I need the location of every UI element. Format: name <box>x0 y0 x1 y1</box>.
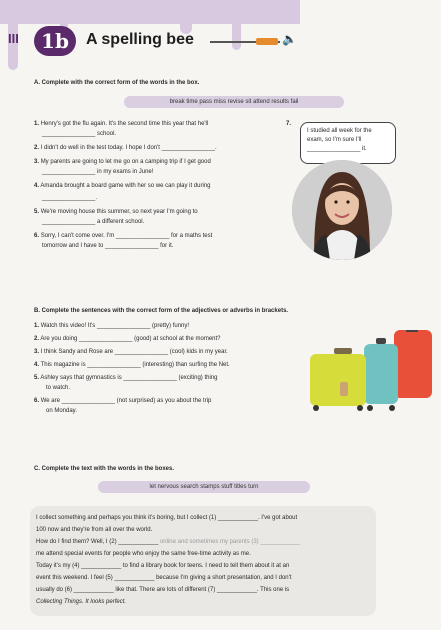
answer-line[interactable]: ________________. <box>42 195 98 201</box>
list-item: 1. Henry's got the flu again. It's the second time this year that he'll <box>34 121 209 127</box>
list-item: 4. This magazine is ________________ (interesting) than surfing the Net. <box>34 362 230 368</box>
bubble-line: I studied all week for the <box>307 128 372 134</box>
list-item: 6. We are ________________ (not surprised) as you about the trip <box>34 398 212 404</box>
text-line: 100 now and they're from all over the world. <box>36 527 153 533</box>
lesson-badge: 1b <box>34 26 76 56</box>
section-b-instruction: B. Complete the sentences with the correct form of the adjectives or adverbs in brackets. <box>34 308 289 314</box>
girl-portrait-image <box>292 160 392 260</box>
speaker-icon[interactable]: 🔈 <box>282 32 297 46</box>
list-item: 2. I didn't do well in the test today. I hope I don't ________________. <box>34 145 217 151</box>
page-title: A spelling bee <box>86 31 194 48</box>
item-7-number: 7. <box>286 121 292 127</box>
unit-number: III <box>8 31 19 46</box>
section-a-instruction: A. Complete with the correct form of the words in the box. <box>34 80 200 86</box>
list-item: 1. Watch this video! It's ________________ (pretty) funny! <box>34 323 190 329</box>
pencil-icon <box>256 38 278 45</box>
speech-bubble <box>300 122 396 164</box>
list-item-continued: to watch. <box>46 385 71 391</box>
text-line: usually do (6) ____________ like that. There are lots of different (7) ____________. This one is <box>36 587 290 593</box>
list-item: 3. I think Sandy and Rose are ________________ (cool) kids in my year. <box>34 349 228 355</box>
text-line: How do I find them? Well, I (2) ____________ online and sometimes my parents (3) ____________ <box>36 539 301 545</box>
bubble-answer-line[interactable]: ________________ it. <box>307 146 367 152</box>
text-line: Today it's my (4) ____________ to find a library book for teens. I need to tell them about it at an <box>36 563 290 569</box>
list-item-continued: on Monday. <box>46 408 77 414</box>
list-item: 3. My parents are going to let me go on a camping trip if I get good <box>34 159 211 165</box>
text-line: me attend special events for people who enjoy the same free-time activity as me. <box>36 551 251 557</box>
answer-line[interactable]: ________________ a different school. <box>42 219 145 225</box>
header-drip-band <box>0 0 300 24</box>
text-line: event this weekend. I feel (5) ____________ because I'm giving a short presentation, and I don't <box>36 575 292 581</box>
section-c-instruction: C. Complete the text with the words in the boxes. <box>34 466 175 472</box>
list-item: 5. Ashley says that gymnastics is ________________ (exciting) thing <box>34 375 218 381</box>
answer-line[interactable]: ________________ in my exams in June! <box>42 169 154 175</box>
section-c-word-box: let nervous search stamps stuff titles turn <box>98 481 310 493</box>
suitcases-image <box>306 330 434 412</box>
answer-line[interactable]: tomorrow and I have to ________________ for it. <box>42 243 174 249</box>
list-item: 4. Amanda brought a board game with her so we can play it during <box>34 183 211 189</box>
bubble-line: exam, so I'm sure I'll <box>307 137 362 143</box>
answer-line[interactable]: ________________ school. <box>42 131 117 137</box>
list-item: 5. We're moving house this summer, so next year I'm going to <box>34 209 198 215</box>
list-item: 6. Sorry, I can't come over. I'm ________________ for a maths test <box>34 233 213 239</box>
text-line: Collecting Things. It looks perfect. <box>36 599 127 605</box>
page-header <box>4 26 304 56</box>
list-item: 2. Are you doing ________________ (good) at school at the moment? <box>34 336 221 342</box>
text-line: I collect something and perhaps you think it's boring, but I collect (1) ____________. I've got about <box>36 515 298 521</box>
section-a-word-box: break time pass miss revise sit attend results fail <box>124 96 344 108</box>
